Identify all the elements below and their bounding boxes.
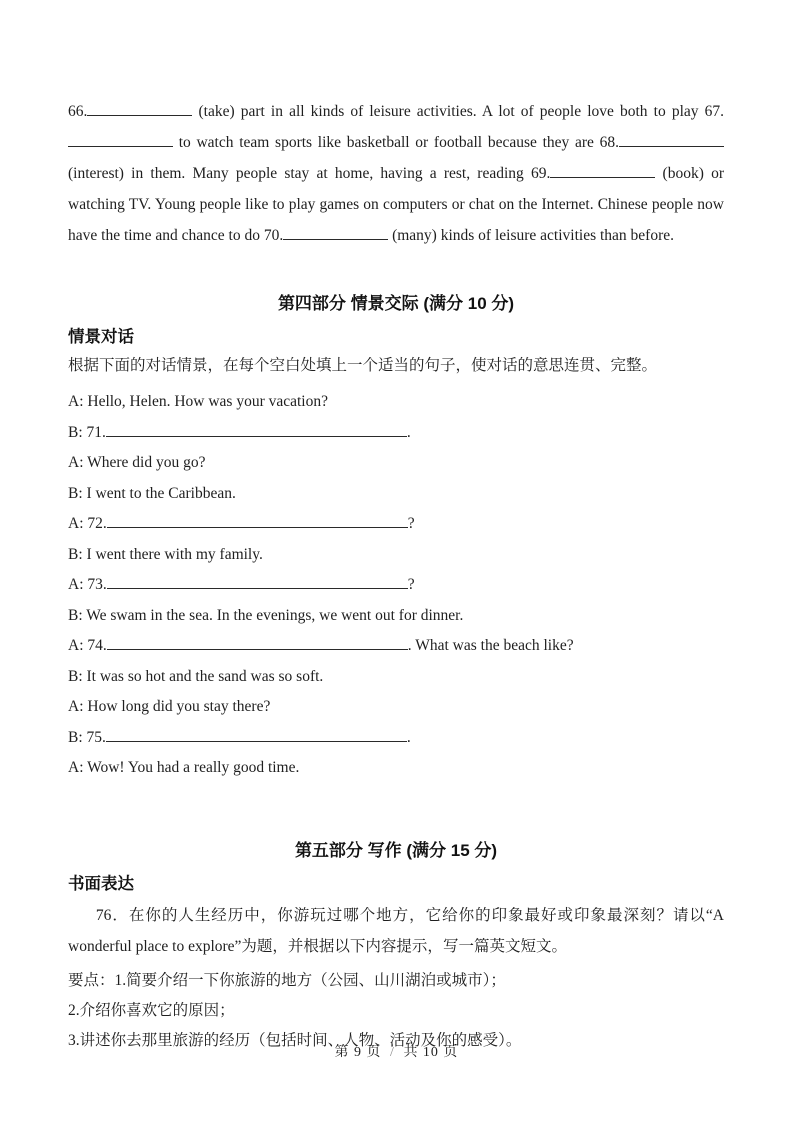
blank-74	[107, 635, 408, 650]
footer-separator: /	[390, 1045, 395, 1060]
section5-subtitle: 书面表达	[68, 874, 134, 893]
dialogue-line: A: Where did you go?	[68, 454, 206, 471]
cloze-paragraph: 66. (take) part in all kinds of leisure activities. A lot of people love both to play 67. to watch team sports like basketball or football because they are 68. (interest) in them. Many people stay at home, having a rest, reading 69. (book) or watching TV. Young people like to play games on computers or chat on the Internet. Chinese people now have the time and chance to do 70. (many) kinds of leisure activities than before.	[68, 103, 724, 244]
dialogue-line: B: I went to the Caribbean.	[68, 484, 236, 502]
blank-75	[106, 727, 407, 742]
writing-prompt: 76．在你的人生经历中，你游玩过哪个地方，它给你的印象最好或印象最深刻？请以“A wonderful place to explore”为题，并根据以下内容提示，写一篇英文短文。	[68, 906, 724, 955]
dialogue-line: B: 71. .	[68, 423, 411, 441]
section4-subtitle: 情景对话	[68, 328, 134, 346]
dialogue-line: A: Hello, Helen. How was your vacation?	[68, 393, 328, 410]
footer-page-number: 第 9 页	[334, 1045, 382, 1060]
dialogue-line: A: 72. ?	[68, 515, 415, 532]
blank-73	[107, 574, 408, 589]
page-footer	[0, 1041, 793, 1061]
writing-point: 要点：1.简要介绍一下你旅游的地方（公园、山川湖泊或城市）；	[68, 971, 506, 989]
dialogue-line: A: Wow! You had a really good time.	[68, 759, 300, 776]
blank-69	[550, 163, 655, 178]
dialogue-line: B: 75. .	[68, 728, 411, 746]
blank-72	[107, 513, 408, 528]
dialogue-line: A: 74. . What was the beach like?	[68, 637, 574, 654]
blank-70	[283, 225, 388, 240]
writing-point: 2.介绍你喜欢它的原因；	[68, 1001, 235, 1019]
blank-71	[106, 422, 407, 437]
section5-title: 第五部分 写作 (满分 15 分)	[294, 840, 498, 860]
dialogue-line: B: I went there with my family.	[68, 545, 263, 563]
footer-page-total: 共 10 页	[403, 1045, 459, 1060]
dialogue-line: A: How long did you stay there?	[68, 698, 271, 715]
blank-68	[619, 132, 724, 147]
dialogue-line: A: 73. ?	[68, 576, 415, 593]
dialogue-line: B: It was so hot and the sand was so soft.	[68, 667, 324, 685]
section4-title: 第四部分 情景交际 (满分 10 分)	[277, 294, 515, 313]
blank-67	[68, 132, 173, 147]
blank-66	[87, 101, 192, 116]
dialogue-section	[68, 387, 724, 784]
dialogue-line: B: We swam in the sea. In the evenings, we went out for dinner.	[68, 606, 464, 624]
section4-instruction: 根据下面的对话情景，在每个空白处填上一个适当的句子，使对话的意思连贯、完整。	[68, 357, 658, 374]
writing-point: 3.讲述你去那里旅游的经历（包括时间、人物、活动及你的感受）。	[68, 1031, 522, 1049]
